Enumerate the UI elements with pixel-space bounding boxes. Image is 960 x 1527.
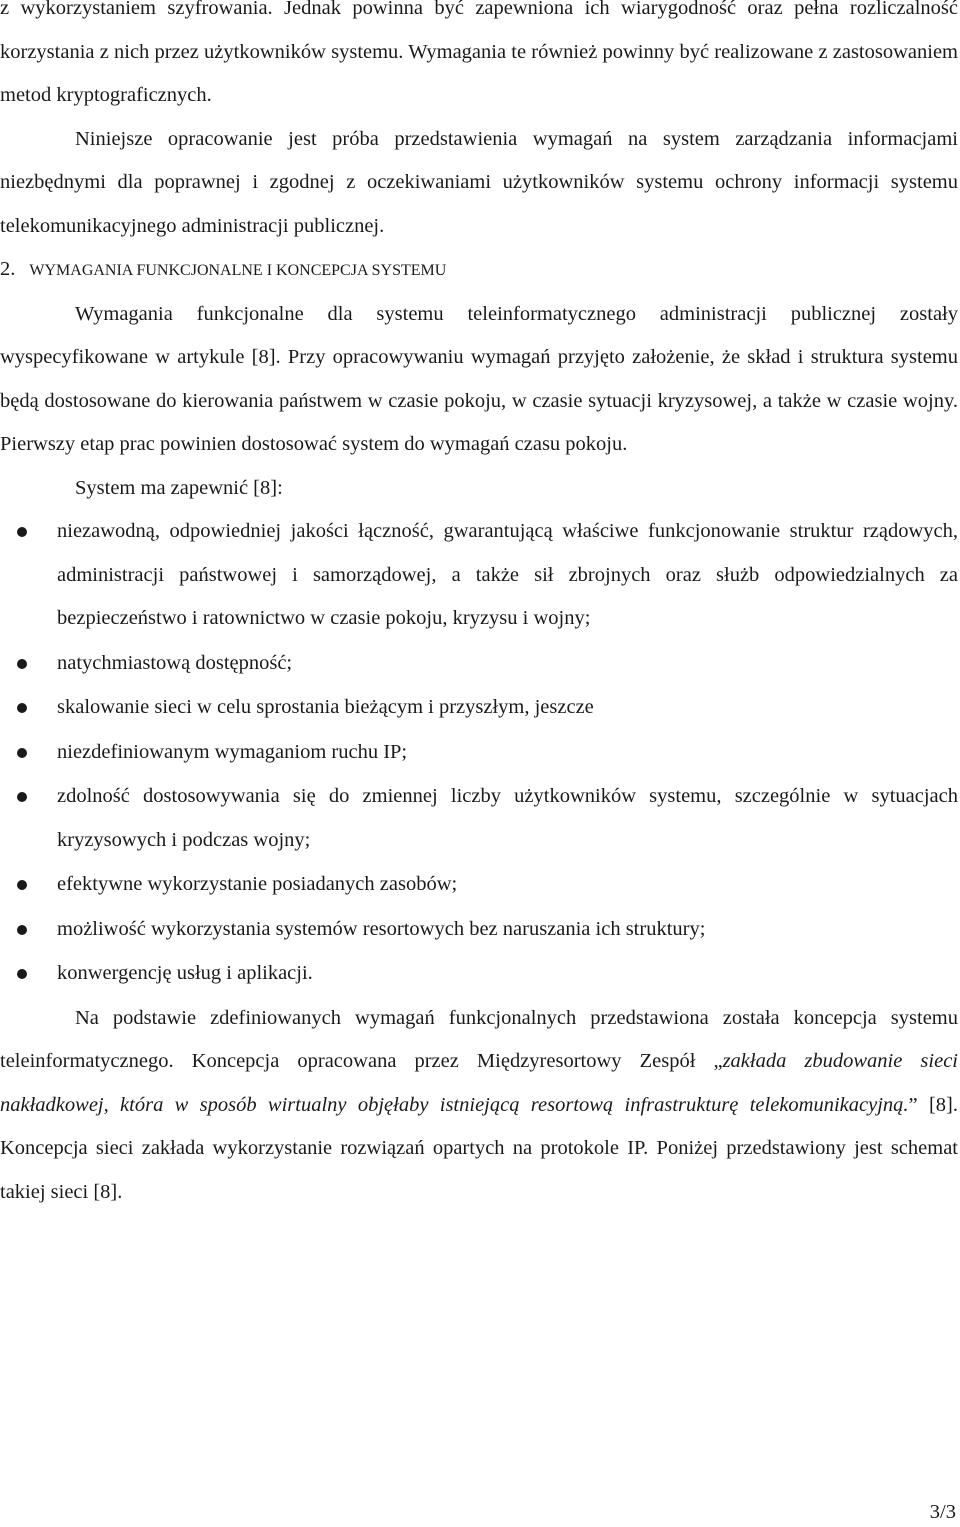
requirements-list	[0, 510, 958, 996]
section-heading	[0, 248, 958, 293]
list-item: konwergencję usług i aplikacji.	[0, 952, 958, 996]
quoted-text: zakłada zbudowanie sieci nakładkowej, która w sposób wirtualny objęłaby istniejącą resortową infrastrukturę telekomunikacyjną.	[0, 1050, 958, 1116]
section-title: WYMAGANIA FUNKCJONALNE I KONCEPCJA SYSTEMU	[29, 262, 447, 279]
list-item: zdolność dostosowywania się do zmiennej liczby użytkowników systemu, szczególnie w sytuacjach kryzysowych i podczas wojny;	[0, 775, 958, 862]
bullet-icon	[17, 925, 27, 935]
list-item: możliwość wykorzystania systemów resortowych bez naruszania ich struktury;	[0, 908, 958, 952]
page-number: 3/3	[929, 1501, 956, 1523]
paragraph-continuation: z wykorzystaniem szyfrowania. Jednak powinna być zapewniona ich wiarygodność oraz pełna rozliczalność korzystania z nich przez użytkowników systemu. Wymagania te również powinny być realizowane z zastosowaniem metod kryptograficznych.	[0, 0, 958, 106]
list-item: skalowanie sieci w celu sprostania bieżącym i przyszłym, jeszcze	[0, 686, 958, 730]
bullet-icon	[17, 969, 27, 979]
list-item: natychmiastową dostępność;	[0, 642, 958, 686]
paragraph-system-list-intro: System ma zapewnić [8]:	[75, 476, 283, 499]
paragraph-concept: Na podstawie zdefiniowanych wymagań funkcjonalnych przedstawiona została koncepcja systemu teleinformatycznego. Koncepcja opracowana przez Międzyresortowy Zespół „zakłada zbudowanie sieci nakładkowej, która w sposób wirtualny objęłaby istniejącą resortową infrastrukturę telekomunikacyjną.” [8]. Koncepcja sieci zakłada wykorzystanie rozwiązań opartych na protokole IP. Poniżej przedstawiony jest schemat takiej sieci [8].	[0, 1006, 958, 1203]
paragraph-requirements: Wymagania funkcjonalne dla systemu teleinformatycznego administracji publicznej zostały wyspecyfikowane w artykule [8]. Przy opracowywaniu wymagań przyjęto założenie, że skład i struktura systemu będą dostosowane do kierowania państwem w czasie pokoju, w czasie sytuacji kryzysowej, a także w czasie wojny. Pierwszy etap prac powinien dostosować system do wymagań czasu pokoju.	[0, 302, 958, 455]
bullet-icon	[17, 703, 27, 713]
bullet-icon	[17, 748, 27, 758]
list-item: niezawodną, odpowiedniej jakości łączność, gwarantującą właściwe funkcjonowanie struktur rządowych, administracji państwowej i samorządowej, a także sił zbrojnych oraz służb odpowiedzialnych za bezpieczeństwo i ratownictwo w czasie pokoju, kryzysu i wojny;	[0, 510, 958, 641]
list-item: efektywne wykorzystanie posiadanych zasobów;	[0, 863, 958, 907]
bullet-icon	[17, 659, 27, 669]
bullet-icon	[17, 792, 27, 802]
bullet-icon	[17, 527, 27, 537]
section-number: 2.	[0, 258, 16, 280]
paragraph-intro: Niniejsze opracowanie jest próba przedstawienia wymagań na system zarządzania informacjami niezbędnymi dla poprawnej i zgodnej z oczekiwaniami użytkowników systemu ochrony informacji systemu telekomunikacyjnego administracji publicznej.	[0, 127, 958, 237]
bullet-icon	[17, 880, 27, 890]
list-item: niezdefiniowanym wymaganiom ruchu IP;	[0, 731, 958, 775]
